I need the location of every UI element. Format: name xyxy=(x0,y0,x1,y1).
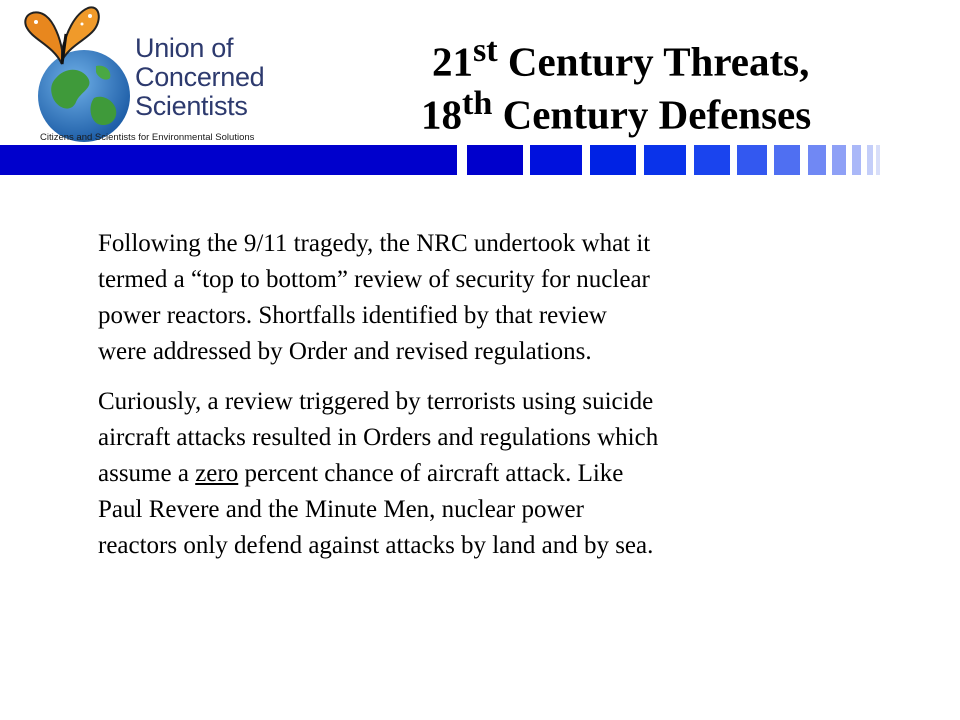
text-line: aircraft attacks resulted in Orders and regulations which xyxy=(98,424,659,451)
logo-wordmark xyxy=(135,34,264,121)
logo-name-line: Scientists xyxy=(135,91,248,121)
bar-segment xyxy=(467,145,523,175)
underlined-word-zero: zero xyxy=(195,460,239,487)
logo-name-line: Union of xyxy=(135,33,234,63)
text-line: reactors only defend against attacks by land and by sea. xyxy=(98,532,654,559)
title-text: Century Defenses xyxy=(492,91,812,138)
title-text: Century Threats, xyxy=(497,38,810,85)
text-fragment: percent chance of aircraft attack. Like xyxy=(238,460,624,487)
paragraph-1 xyxy=(98,226,838,370)
bar-segment xyxy=(876,145,880,175)
butterfly-icon xyxy=(22,4,102,74)
text-fragment: assume a xyxy=(98,460,196,487)
bar-segment xyxy=(644,145,686,175)
text-line: Paul Revere and the Minute Men, nuclear power xyxy=(98,496,584,523)
text-line: Following the 9/11 tragedy, the NRC undertook what it xyxy=(98,230,651,257)
decorative-bar-strip xyxy=(0,145,960,175)
logo-tagline: Citizens and Scientists for Environmental Solutions xyxy=(40,132,255,143)
bar-segment xyxy=(530,145,582,175)
main-blue-bar xyxy=(0,145,457,175)
ucs-logo xyxy=(14,4,304,144)
title-line-1 xyxy=(432,28,809,85)
bar-segment xyxy=(737,145,767,175)
text-line: termed a “top to bottom” review of security for nuclear xyxy=(98,266,650,293)
paragraph-2 xyxy=(98,384,838,564)
bar-segment xyxy=(832,145,846,175)
title-line-2 xyxy=(421,81,811,138)
bar-segment xyxy=(590,145,636,175)
bar-segment xyxy=(867,145,873,175)
text-line xyxy=(98,456,838,492)
slide-body xyxy=(98,226,838,564)
bar-segment xyxy=(774,145,800,175)
title-superscript: th xyxy=(462,85,493,122)
title-superscript: st xyxy=(473,32,498,69)
bar-segment xyxy=(808,145,826,175)
text-line: were addressed by Order and revised regulations. xyxy=(98,338,592,365)
bar-segment xyxy=(694,145,730,175)
logo-name-line: Concerned xyxy=(135,62,265,92)
title-number: 21 xyxy=(432,38,473,85)
text-line: power reactors. Shortfalls identified by that review xyxy=(98,302,607,329)
text-line: Curiously, a review triggered by terrorists using suicide xyxy=(98,388,654,415)
bar-segment xyxy=(852,145,861,175)
title-number: 18 xyxy=(421,91,462,138)
